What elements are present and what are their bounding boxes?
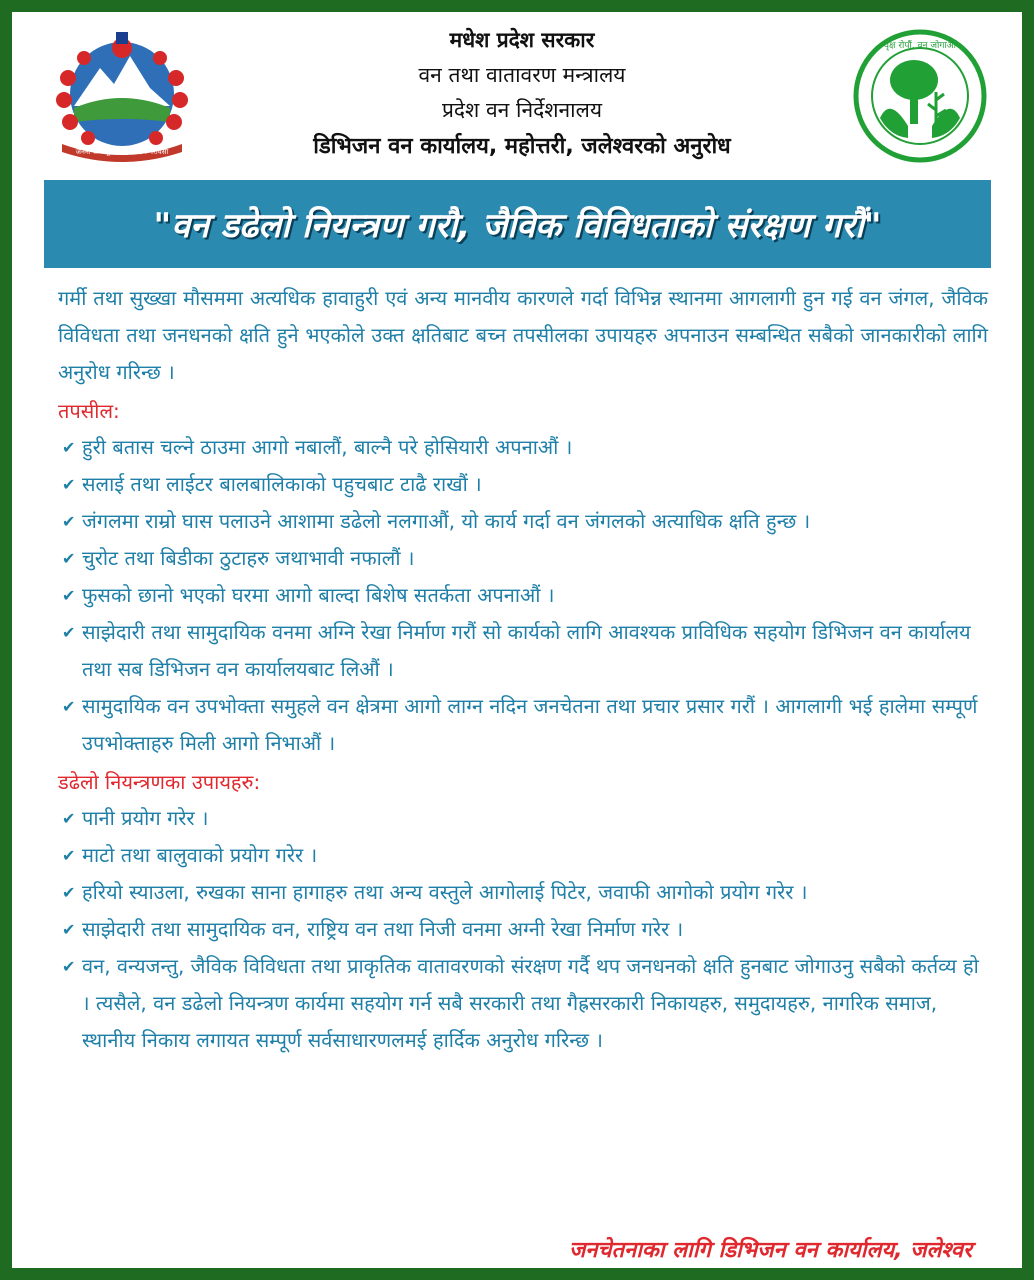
check-icon: ✔ [62, 846, 76, 865]
list-item: ✔ माटो तथा बालुवाको प्रयोग गरेर । [58, 837, 988, 874]
office-request-title: डिभिजन वन कार्यालय, महोत्तरी, जलेश्वरको अनुरोध [313, 134, 731, 159]
tree-hands-logo-icon [850, 26, 990, 166]
list-item: ✔ हुरी बतास चल्ने ठाउमा आगो नबालौं, बाल्नै परे होसियारी अपनाऔं । [58, 429, 988, 466]
footer-signature: जनचेतनाका लागि डिभिजन वन कार्यालय, जलेश्वर [568, 1238, 972, 1263]
list-item: ✔ जंगलमा राम्रो घास पलाउने आशामा डढेलो नलगाऔं, यो कार्य गर्दा वन जंगलको अत्याधिक क्षति हुन्छ । [58, 503, 988, 540]
list-item: ✔ वन, वन्यजन्तु, जैविक विविधता तथा प्राकृतिक वातावरणको संरक्षण गर्दै थप जनधनको क्षति हुनबाट जोगाउनु सबैको कर्तव्य हो । त्यसैले, वन डढेलो नियन्त्रण कार्यमा सहयोग गर्न सबै सरकारी तथा गैह्रसरकारी निकायहरु, समुदायहरु, नागरिक समाज, स्थानीय निकाय लगायत सम्पूर्ण सर्वसाधारणलमई हार्दिक अनुरोध गरिन्छ । [58, 948, 988, 1059]
check-icon: ✔ [62, 957, 76, 976]
details-heading: तपसील: [58, 399, 120, 423]
list-item: ✔ साझेदारी तथा सामुदायिक वन, राष्ट्रिय वन तथा निजी वनमा अग्नी रेखा निर्माण गरेर । [58, 911, 988, 948]
check-icon: ✔ [62, 920, 76, 939]
check-icon: ✔ [62, 883, 76, 902]
list-item: ✔ हरियो स्याउला, रुखका साना हागाहरु तथा अन्य वस्तुले आगोलाई पिटेर, जवाफी आगोको प्रयोग गरेर । [58, 874, 988, 911]
logo-slogan: वृक्ष रोपौं, वन जोगाऔं [884, 41, 956, 51]
notice-body [58, 280, 988, 1059]
list-item: ✔ फुसको छानो भएको घरमा आगो बाल्दा बिशेष सतर्कता अपनाऔं । [58, 577, 988, 614]
banner-title: "वन डढेलो नियन्त्रण गरौ, जैविक विविधताको संरक्षण गरौं" [153, 206, 882, 246]
govt-title: मधेश प्रदेश सरकार [449, 28, 595, 52]
control-measures-heading: डढेलो नियन्त्रणका उपायहरु: [58, 770, 261, 794]
list-item: ✔ सलाई तथा लाईटर बालबालिकाको पहुचबाट टाढै राखौं । [58, 466, 988, 503]
check-icon: ✔ [62, 697, 76, 716]
list-item: ✔ चुरोट तथा बिडीका ठुटाहरु जथाभावी नफालौं । [58, 540, 988, 577]
list-item: ✔ सामुदायिक वन उपभोक्ता समुहले वन क्षेत्रमा आगो लाग्न नदिन जनचेतना तथा प्रचार प्रसार गरौं । आगलागी भई हालेमा सम्पूर्ण उपभोक्ताहरु मिली आगो निभाऔं । [58, 688, 988, 762]
title-banner [44, 180, 991, 268]
check-icon: ✔ [62, 586, 76, 605]
intro-paragraph: गर्मी तथा सुख्खा मौसममा अत्यधिक हावाहुरी एवं अन्य मानवीय कारणले गर्दा विभिन्न स्थानमा आगलागी हुन गई वन जंगल, जैविक विविधता तथा जनधनको क्षति हुने भएकोले उक्त क्षतिबाट बच्न तपसीलका उपायहरु अपनाउन सम्बन्धित सबैको जानकारीको लागि अनुरोध गरिन्छ । [58, 286, 988, 384]
check-icon: ✔ [62, 438, 76, 457]
ministry-title: वन तथा वातावरण मन्त्रालय [418, 63, 626, 87]
nepal-emblem-icon [42, 26, 202, 166]
header [12, 12, 1022, 182]
list-item: ✔ पानी प्रयोग गरेर । [58, 800, 988, 837]
check-icon: ✔ [62, 809, 76, 828]
directorate-title: प्रदेश वन निर्देशनालय [441, 98, 603, 122]
check-icon: ✔ [62, 549, 76, 568]
check-icon: ✔ [62, 512, 76, 531]
list-item: ✔ साझेदारी तथा सामुदायिक वनमा अग्नि रेखा निर्माण गरौं सो कार्यको लागि आवश्यक प्राविधिक सहयोग डिभिजन वन कार्यालय तथा सब डिभिजन वन कार्यालयबाट लिऔं । [58, 614, 988, 688]
check-icon: ✔ [62, 475, 76, 494]
emblem-motto: जननी जन्मभूमिश्च स्वर्गादपि गरीयसी [75, 148, 169, 156]
check-icon: ✔ [62, 623, 76, 642]
